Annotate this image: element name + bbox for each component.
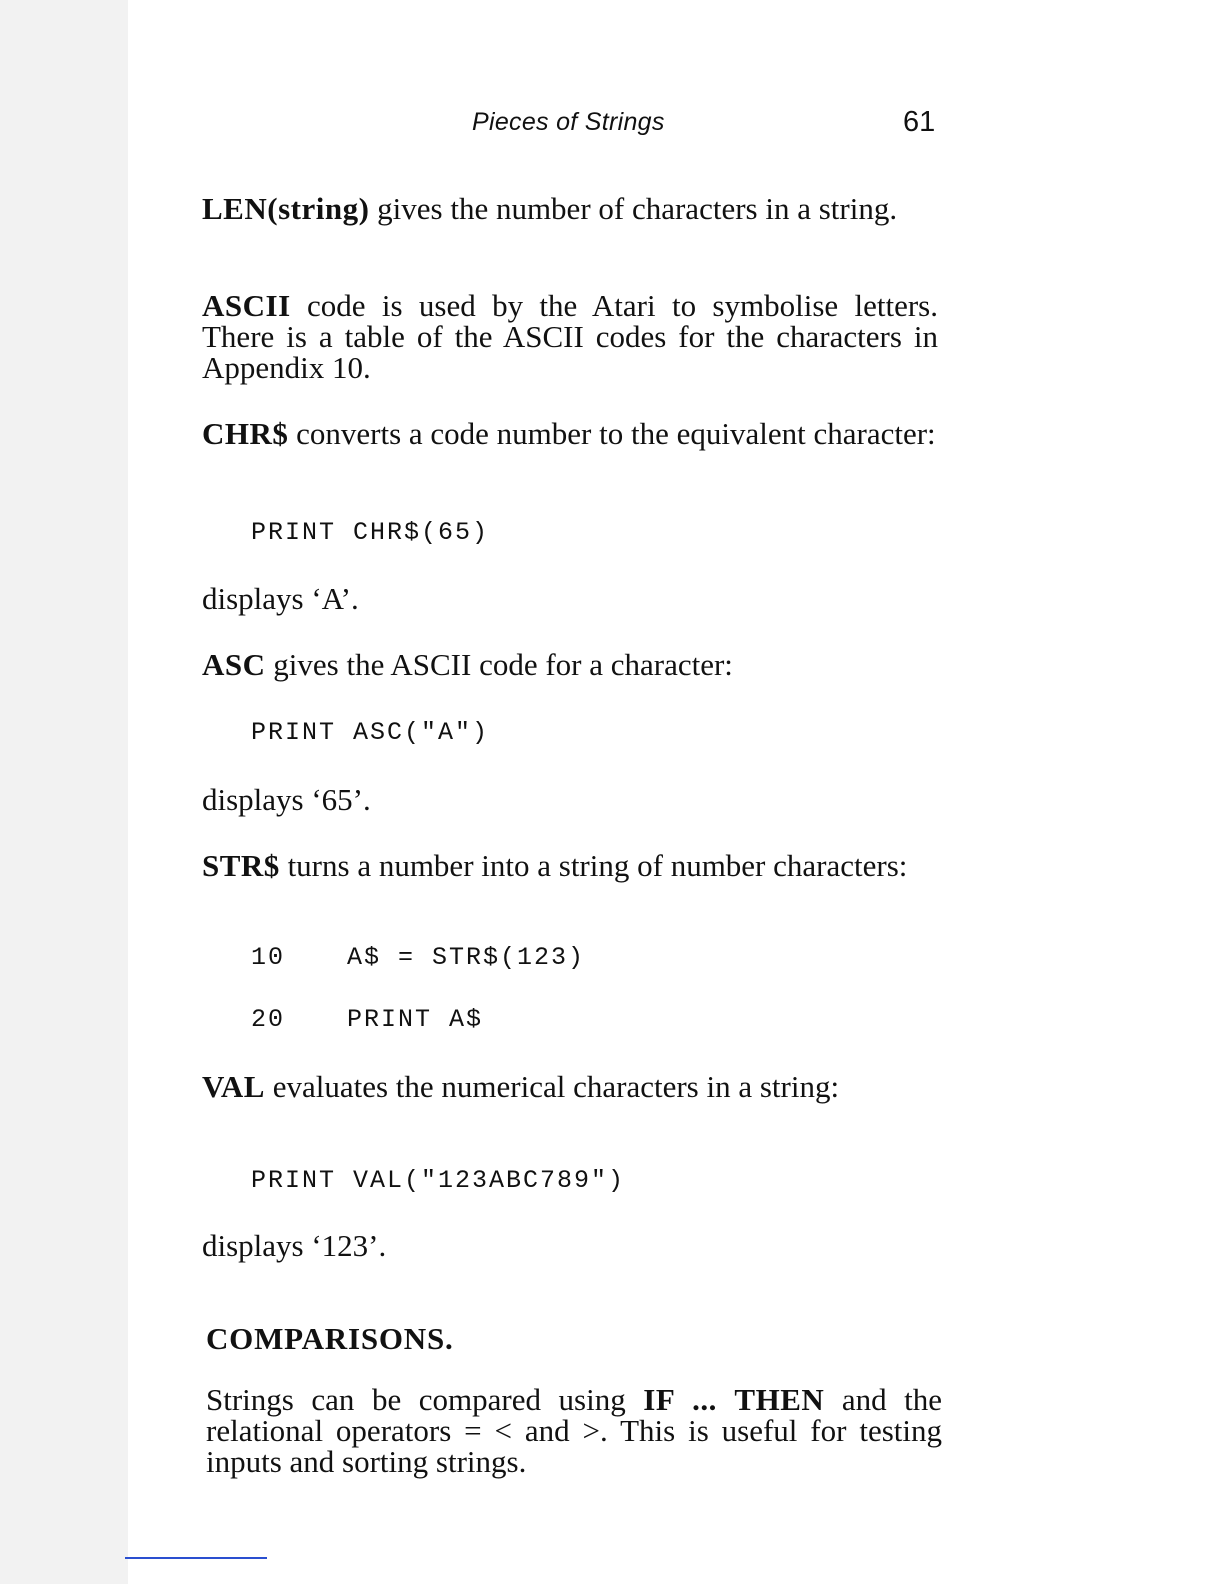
line-number: 10 <box>251 943 286 972</box>
bottom-rule <box>125 1557 267 1559</box>
ascii-term: ASCII <box>202 288 291 323</box>
len-paragraph <box>202 193 938 224</box>
asc-result: displays ‘65’. <box>202 782 371 817</box>
ascii-text: code is used by the Atari to symbolise letters. There is a table of the ASCII codes for the characters in Appendix 10. <box>202 288 938 385</box>
str-text: turns a number into a string of number characters: <box>279 848 908 883</box>
if-then-term: IF ... THEN <box>643 1382 825 1417</box>
asc-text: gives the ASCII code for a character: <box>265 647 733 682</box>
chr-text: converts a code number to the equivalent character: <box>288 416 936 451</box>
comparisons-text-2: and the relational operators = < and >. This is useful for testing inputs and sorting strings. <box>206 1382 942 1479</box>
val-paragraph <box>202 1071 938 1102</box>
section-heading: COMPARISONS. <box>206 1321 454 1356</box>
comparisons-text-1: Strings can be compared using <box>206 1382 644 1417</box>
asc-term: ASC <box>202 647 266 682</box>
asc-code: PRINT ASC("A") <box>251 718 490 747</box>
str-code-line-1 <box>251 943 585 972</box>
running-header: Pieces of Strings <box>472 108 665 136</box>
len-term: LEN(string) <box>202 191 370 226</box>
line-number: 20 <box>251 1005 286 1034</box>
chr-code: PRINT CHR$(65) <box>251 518 490 547</box>
val-code: PRINT VAL("123ABC789") <box>251 1166 626 1195</box>
page-number: 61 <box>903 106 936 138</box>
chr-result: displays ‘A’. <box>202 581 359 616</box>
val-text: evaluates the numerical characters in a string: <box>264 1069 840 1104</box>
chr-paragraph <box>202 418 938 449</box>
code-text: PRINT A$ <box>347 1005 484 1034</box>
chr-term: CHR$ <box>202 416 289 451</box>
val-result: displays ‘123’. <box>202 1228 387 1263</box>
str-paragraph <box>202 850 938 881</box>
val-term: VAL <box>202 1069 265 1104</box>
comparisons-paragraph <box>206 1384 942 1477</box>
len-text: gives the number of characters in a string. <box>369 191 898 226</box>
str-code-line-2 <box>251 1005 483 1034</box>
str-term: STR$ <box>202 848 280 883</box>
ascii-paragraph <box>202 290 938 383</box>
code-text: A$ = STR$(123) <box>347 943 586 972</box>
asc-paragraph <box>202 649 938 680</box>
